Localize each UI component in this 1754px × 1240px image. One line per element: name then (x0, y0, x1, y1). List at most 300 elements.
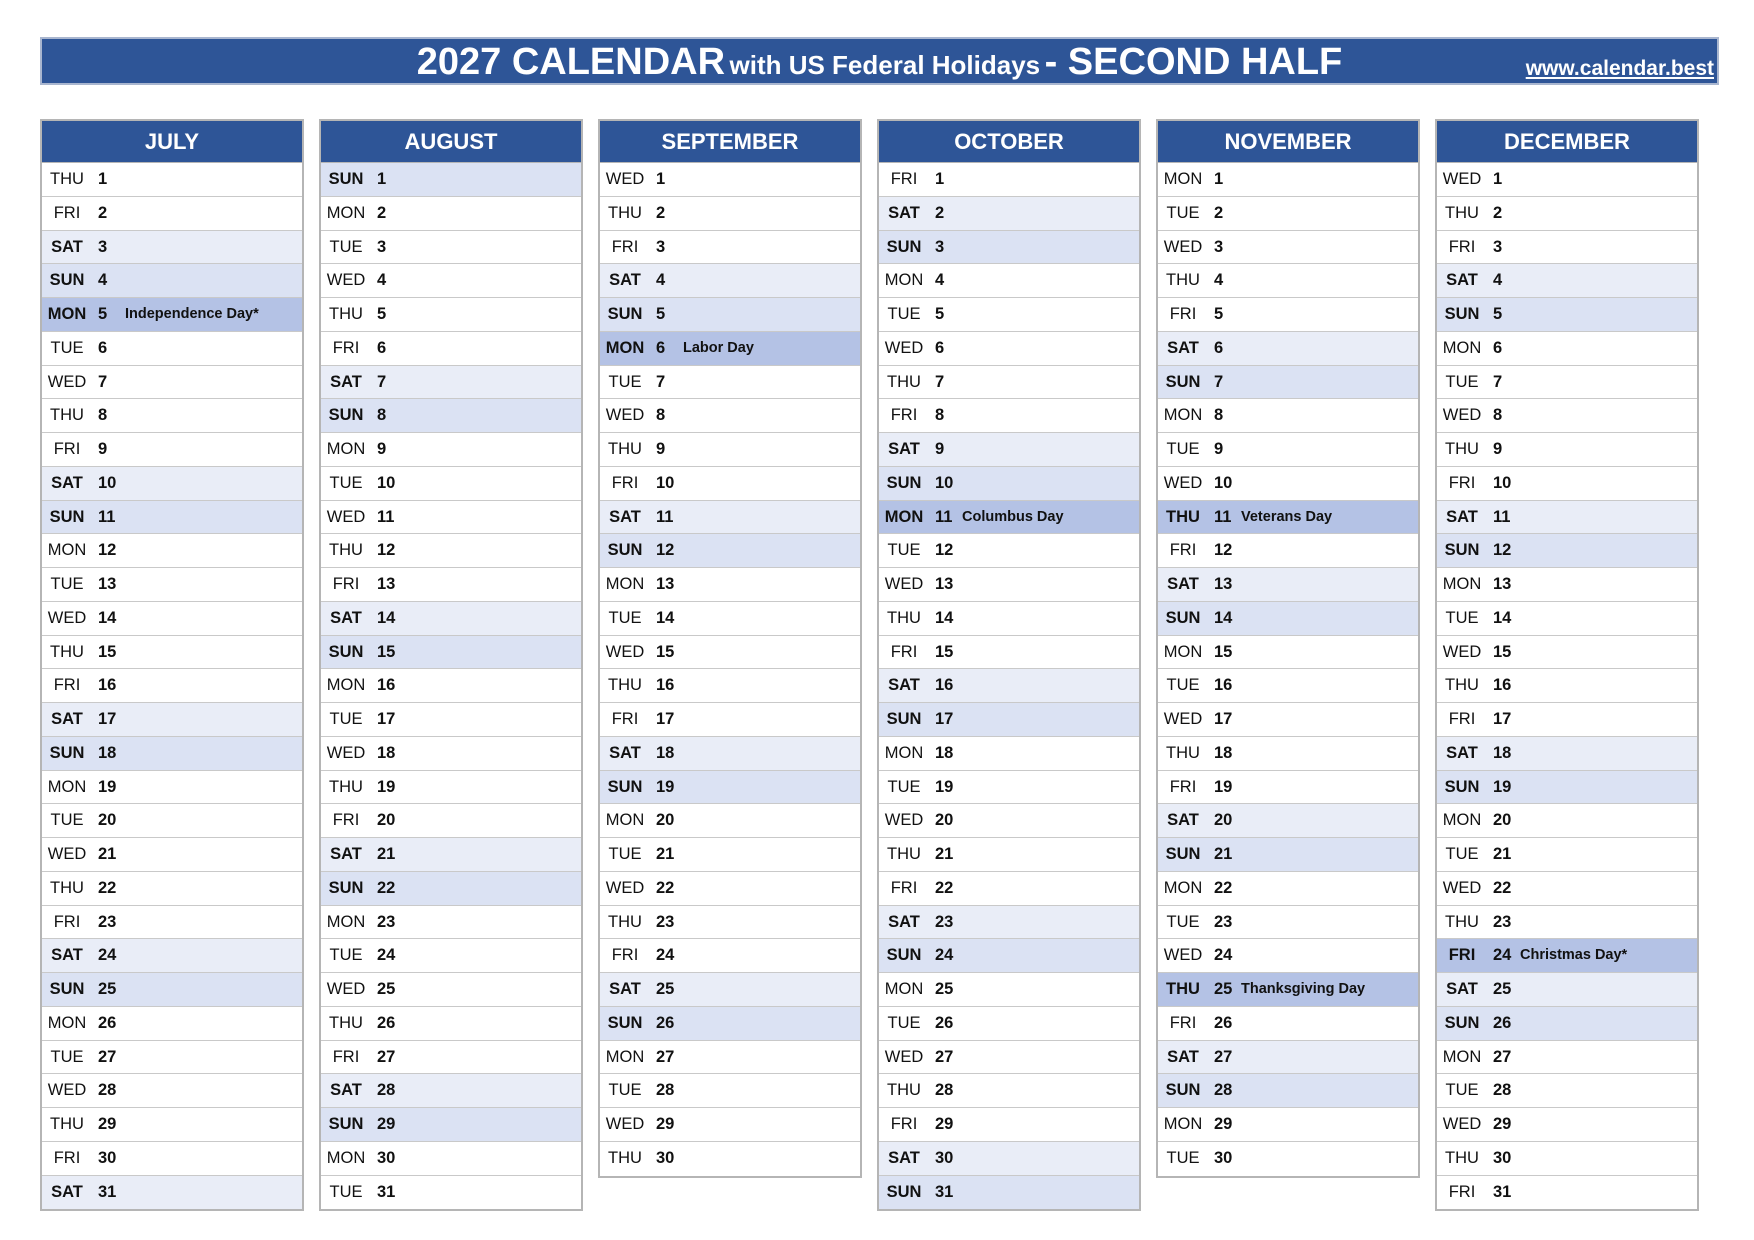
day-row (1158, 906, 1418, 940)
day-number: 24 (935, 946, 954, 965)
weekday-label: THU (608, 440, 642, 458)
day-row (42, 703, 302, 737)
weekday-label: THU (608, 203, 642, 222)
day-row (879, 264, 1139, 298)
day-number: 24 (377, 946, 396, 965)
day-row (1158, 1142, 1418, 1176)
weekday-label: TUE (329, 946, 363, 965)
day-row (600, 838, 860, 872)
day-number: 3 (656, 237, 666, 256)
day-number: 31 (1493, 1182, 1512, 1201)
day-row (879, 467, 1139, 501)
day-number: 31 (377, 1182, 396, 1201)
weekday-label: WED (326, 507, 366, 526)
weekday-label: TUE (1445, 372, 1479, 391)
weekday-label: WED (1442, 406, 1482, 425)
day-row (321, 399, 581, 433)
weekday-label: MON (47, 305, 87, 323)
day-number: 18 (1214, 743, 1233, 762)
day-row (879, 1108, 1139, 1142)
day-row (1158, 332, 1418, 366)
day-number: 3 (1214, 237, 1224, 256)
day-number: 3 (377, 237, 387, 256)
day-row (1437, 298, 1697, 332)
holiday-name: Independence Day* (125, 306, 259, 322)
weekday-label: WED (1163, 237, 1203, 256)
day-number: 5 (1493, 305, 1503, 323)
weekday-label: THU (1166, 980, 1200, 998)
weekday-label: TUE (1445, 608, 1479, 627)
day-number: 24 (1214, 946, 1233, 965)
day-number: 28 (656, 1081, 675, 1100)
day-number: 2 (377, 203, 387, 222)
day-number: 17 (656, 710, 675, 728)
day-row (42, 433, 302, 467)
day-number: 16 (1493, 676, 1512, 695)
weekday-label: MON (326, 676, 366, 695)
day-row (879, 1041, 1139, 1075)
day-row (321, 197, 581, 231)
weekday-label: SUN (328, 406, 364, 425)
day-number: 3 (1493, 237, 1503, 256)
day-number: 12 (1214, 541, 1233, 560)
day-row (879, 771, 1139, 805)
day-number: 27 (1493, 1047, 1512, 1066)
weekday-label: SAT (609, 980, 641, 998)
day-row (321, 669, 581, 703)
day-number: 17 (98, 710, 117, 728)
day-number: 31 (935, 1182, 954, 1201)
day-row (321, 872, 581, 906)
weekday-label: SAT (51, 237, 83, 256)
day-number: 27 (656, 1047, 675, 1066)
weekday-label: FRI (1169, 541, 1197, 560)
day-row (600, 636, 860, 670)
day-row (879, 872, 1139, 906)
day-row (1158, 771, 1418, 805)
weekday-label: FRI (1169, 1013, 1197, 1032)
day-row (42, 163, 302, 197)
website-link[interactable]: www.calendar.best (1525, 57, 1714, 80)
day-number: 15 (935, 642, 954, 661)
weekday-label: FRI (611, 473, 639, 492)
weekday-label: FRI (53, 440, 81, 458)
day-number: 23 (98, 912, 117, 931)
weekday-label: MON (47, 541, 87, 560)
month-october (877, 119, 1141, 1211)
day-number: 30 (935, 1148, 954, 1167)
title-banner (40, 37, 1719, 85)
day-number: 12 (377, 541, 396, 560)
day-row (42, 399, 302, 433)
day-number: 25 (1493, 980, 1512, 998)
weekday-label: SAT (888, 203, 920, 222)
day-number: 3 (98, 237, 108, 256)
day-number: 22 (98, 878, 117, 897)
day-row (879, 1007, 1139, 1041)
day-row (1158, 231, 1418, 265)
day-row (321, 1074, 581, 1108)
weekday-label: SUN (886, 710, 922, 728)
weekday-label: SUN (1444, 777, 1480, 796)
holiday-row (1158, 501, 1418, 535)
day-row (600, 906, 860, 940)
day-number: 6 (98, 338, 108, 357)
weekday-label: FRI (1448, 473, 1476, 492)
day-number: 24 (98, 946, 117, 965)
day-number: 21 (1214, 845, 1233, 863)
day-row (1437, 1007, 1697, 1041)
day-row (42, 939, 302, 973)
weekday-label: SUN (328, 170, 364, 188)
weekday-label: THU (1166, 507, 1200, 526)
weekday-label: TUE (1166, 203, 1200, 222)
weekday-label: FRI (1448, 946, 1476, 965)
day-row (42, 568, 302, 602)
day-row (1158, 197, 1418, 231)
day-row (600, 872, 860, 906)
weekday-label: SAT (330, 608, 362, 627)
day-number: 13 (98, 575, 117, 593)
day-number: 7 (98, 372, 108, 391)
day-number: 22 (1214, 878, 1233, 897)
month-august (319, 119, 583, 1211)
weekday-label: MON (326, 1148, 366, 1167)
weekday-label: TUE (50, 575, 84, 593)
weekday-label: WED (605, 170, 645, 188)
weekday-label: TUE (1166, 676, 1200, 695)
day-number: 29 (1493, 1115, 1512, 1133)
weekday-label: FRI (53, 912, 81, 931)
weekday-label: TUE (608, 608, 642, 627)
day-row (321, 264, 581, 298)
day-number: 1 (656, 170, 666, 188)
weekday-label: THU (887, 372, 921, 391)
day-number: 14 (1214, 608, 1233, 627)
weekday-label: MON (1442, 338, 1482, 357)
day-number: 13 (935, 575, 954, 593)
day-row (600, 264, 860, 298)
weekday-label: SAT (888, 440, 920, 458)
day-number: 9 (656, 440, 666, 458)
weekday-label: TUE (329, 473, 363, 492)
day-number: 9 (98, 440, 108, 458)
weekday-label: FRI (611, 710, 639, 728)
weekday-label: MON (1163, 1115, 1203, 1133)
day-row (600, 433, 860, 467)
month-december (1435, 119, 1699, 1211)
day-number: 27 (98, 1047, 117, 1066)
day-number: 4 (98, 271, 108, 290)
day-row (1437, 197, 1697, 231)
day-number: 30 (377, 1148, 396, 1167)
weekday-label: SUN (328, 878, 364, 897)
day-number: 8 (377, 406, 387, 425)
day-row (42, 1074, 302, 1108)
day-row (600, 1074, 860, 1108)
day-row (1437, 534, 1697, 568)
month-header: NOVEMBER (1158, 121, 1418, 163)
day-row (1437, 467, 1697, 501)
weekday-label: MON (884, 743, 924, 762)
weekday-label: FRI (1169, 305, 1197, 323)
day-number: 20 (1214, 811, 1233, 830)
day-number: 8 (935, 406, 945, 425)
day-number: 11 (1214, 507, 1232, 526)
day-number: 19 (656, 777, 675, 796)
weekday-label: MON (47, 1013, 87, 1032)
weekday-label: THU (608, 912, 642, 931)
day-row (1158, 568, 1418, 602)
weekday-label: MON (1442, 1047, 1482, 1066)
weekday-label: SUN (1444, 305, 1480, 323)
day-row (321, 467, 581, 501)
weekday-label: THU (608, 676, 642, 695)
weekday-label: SAT (330, 1081, 362, 1100)
day-number: 29 (98, 1115, 117, 1133)
day-number: 21 (98, 845, 117, 863)
day-row (1437, 366, 1697, 400)
day-number: 26 (98, 1013, 117, 1032)
day-number: 4 (656, 271, 666, 290)
weekday-label: SAT (330, 845, 362, 863)
day-number: 9 (1493, 440, 1503, 458)
day-row (321, 602, 581, 636)
weekday-label: SAT (1167, 338, 1199, 357)
holiday-name: Christmas Day* (1520, 947, 1628, 964)
day-number: 23 (935, 912, 954, 931)
weekday-label: SUN (607, 541, 643, 560)
day-number: 27 (935, 1047, 954, 1066)
day-number: 10 (98, 473, 117, 492)
day-number: 19 (1214, 777, 1233, 796)
day-row (1158, 669, 1418, 703)
day-row (1437, 1074, 1697, 1108)
day-number: 15 (656, 642, 675, 661)
day-number: 23 (1214, 912, 1233, 931)
weekday-label: WED (1163, 473, 1203, 492)
day-row (879, 939, 1139, 973)
day-number: 7 (377, 372, 387, 391)
weekday-label: WED (605, 642, 645, 661)
weekday-label: FRI (53, 676, 81, 695)
day-row (321, 366, 581, 400)
weekday-label: SAT (1167, 575, 1199, 593)
day-row (42, 804, 302, 838)
weekday-label: SAT (888, 1148, 920, 1167)
day-number: 10 (1493, 473, 1512, 492)
day-row (42, 231, 302, 265)
day-row (42, 973, 302, 1007)
day-row (42, 872, 302, 906)
day-number: 17 (1214, 710, 1233, 728)
holiday-row (1437, 939, 1697, 973)
day-row (879, 906, 1139, 940)
weekday-label: FRI (890, 406, 918, 425)
weekday-label: MON (326, 440, 366, 458)
weekday-label: SUN (49, 507, 85, 526)
day-row (1158, 703, 1418, 737)
day-number: 24 (1493, 946, 1512, 965)
day-row (1158, 636, 1418, 670)
day-number: 30 (98, 1148, 117, 1167)
day-row (42, 1007, 302, 1041)
day-row (600, 366, 860, 400)
day-number: 20 (656, 811, 675, 830)
day-row (321, 838, 581, 872)
day-number: 20 (1493, 811, 1512, 830)
day-row (321, 737, 581, 771)
day-number: 14 (377, 608, 396, 627)
day-row (1437, 973, 1697, 1007)
day-number: 5 (98, 305, 108, 323)
weekday-label: FRI (332, 811, 360, 830)
weekday-label: FRI (890, 170, 918, 188)
day-number: 16 (98, 676, 117, 695)
day-number: 2 (935, 203, 945, 222)
month-november (1156, 119, 1420, 1178)
weekday-label: TUE (887, 305, 921, 323)
holiday-row (1158, 973, 1418, 1007)
weekday-label: WED (605, 878, 645, 897)
day-row (1437, 501, 1697, 535)
day-number: 24 (656, 946, 675, 965)
weekday-label: TUE (1445, 845, 1479, 863)
day-row (321, 1142, 581, 1176)
weekday-label: THU (887, 845, 921, 863)
day-number: 23 (1493, 912, 1512, 931)
day-row (1437, 568, 1697, 602)
day-row (879, 804, 1139, 838)
year-title: 2027 CALENDAR (416, 41, 726, 83)
day-row (1158, 163, 1418, 197)
day-number: 13 (1214, 575, 1233, 593)
weekday-label: THU (50, 1115, 84, 1133)
day-number: 14 (98, 608, 117, 627)
weekday-label: TUE (329, 237, 363, 256)
day-row (1437, 332, 1697, 366)
day-row (600, 163, 860, 197)
holiday-row (42, 298, 302, 332)
weekday-label: SUN (49, 271, 85, 290)
day-number: 12 (935, 541, 954, 560)
weekday-label: THU (1166, 271, 1200, 290)
day-row (321, 939, 581, 973)
weekday-label: SAT (888, 676, 920, 695)
day-number: 1 (1214, 170, 1224, 188)
day-row (321, 501, 581, 535)
weekday-label: WED (326, 743, 366, 762)
day-number: 10 (377, 473, 396, 492)
day-number: 15 (1214, 642, 1233, 661)
day-row (321, 568, 581, 602)
day-row (600, 1007, 860, 1041)
day-row (321, 973, 581, 1007)
day-row (321, 163, 581, 197)
day-number: 26 (935, 1013, 954, 1032)
day-row (321, 298, 581, 332)
day-row (1158, 838, 1418, 872)
day-number: 16 (1214, 676, 1233, 695)
weekday-label: SUN (1165, 1081, 1201, 1100)
day-row (42, 602, 302, 636)
day-number: 22 (935, 878, 954, 897)
day-number: 8 (1214, 406, 1224, 425)
day-number: 9 (1214, 440, 1224, 458)
day-number: 3 (935, 237, 945, 256)
day-row (1158, 1041, 1418, 1075)
day-number: 23 (377, 912, 396, 931)
holiday-name: Thanksgiving Day (1241, 981, 1366, 997)
day-row (1437, 669, 1697, 703)
weekday-label: SUN (607, 777, 643, 796)
day-row (321, 1041, 581, 1075)
day-number: 23 (656, 912, 675, 931)
day-number: 19 (1493, 777, 1512, 796)
day-row (600, 602, 860, 636)
day-row (1158, 366, 1418, 400)
day-number: 13 (377, 575, 396, 593)
day-number: 8 (656, 406, 666, 425)
day-number: 16 (377, 676, 396, 695)
weekday-label: SUN (49, 980, 85, 998)
weekday-label: WED (605, 406, 645, 425)
weekday-label: THU (1445, 440, 1479, 458)
month-header: OCTOBER (879, 121, 1139, 163)
day-row (879, 399, 1139, 433)
weekday-label: THU (50, 642, 84, 661)
weekday-label: FRI (1448, 237, 1476, 256)
day-number: 28 (1493, 1081, 1512, 1100)
weekday-label: TUE (329, 1182, 363, 1201)
weekday-label: WED (326, 980, 366, 998)
month-header: SEPTEMBER (600, 121, 860, 163)
weekday-label: FRI (890, 642, 918, 661)
weekday-label: MON (326, 912, 366, 931)
day-number: 21 (935, 845, 954, 863)
day-row (879, 298, 1139, 332)
weekday-label: THU (329, 541, 363, 560)
weekday-label: WED (1442, 170, 1482, 188)
weekday-label: SAT (51, 1182, 83, 1201)
weekday-label: SUN (1165, 845, 1201, 863)
weekday-label: FRI (890, 1115, 918, 1133)
month-header: DECEMBER (1437, 121, 1697, 163)
day-row (1158, 264, 1418, 298)
weekday-label: FRI (332, 1047, 360, 1066)
day-number: 21 (656, 845, 675, 863)
day-number: 8 (1493, 406, 1503, 425)
day-number: 7 (1214, 372, 1224, 391)
day-number: 25 (1214, 980, 1233, 998)
weekday-label: FRI (1448, 710, 1476, 728)
day-row (42, 501, 302, 535)
weekday-label: MON (884, 507, 924, 526)
half-title: - SECOND HALF (1044, 41, 1343, 83)
weekday-label: FRI (53, 203, 81, 222)
weekday-label: TUE (50, 1047, 84, 1066)
weekday-label: THU (1445, 203, 1479, 222)
weekday-label: WED (884, 1047, 924, 1066)
weekday-label: MON (326, 203, 366, 222)
day-row (600, 501, 860, 535)
weekday-label: SUN (886, 237, 922, 256)
day-row (42, 1176, 302, 1210)
day-row (1158, 399, 1418, 433)
weekday-label: SAT (1446, 743, 1478, 762)
weekday-label: WED (884, 811, 924, 830)
weekday-label: MON (605, 575, 645, 593)
